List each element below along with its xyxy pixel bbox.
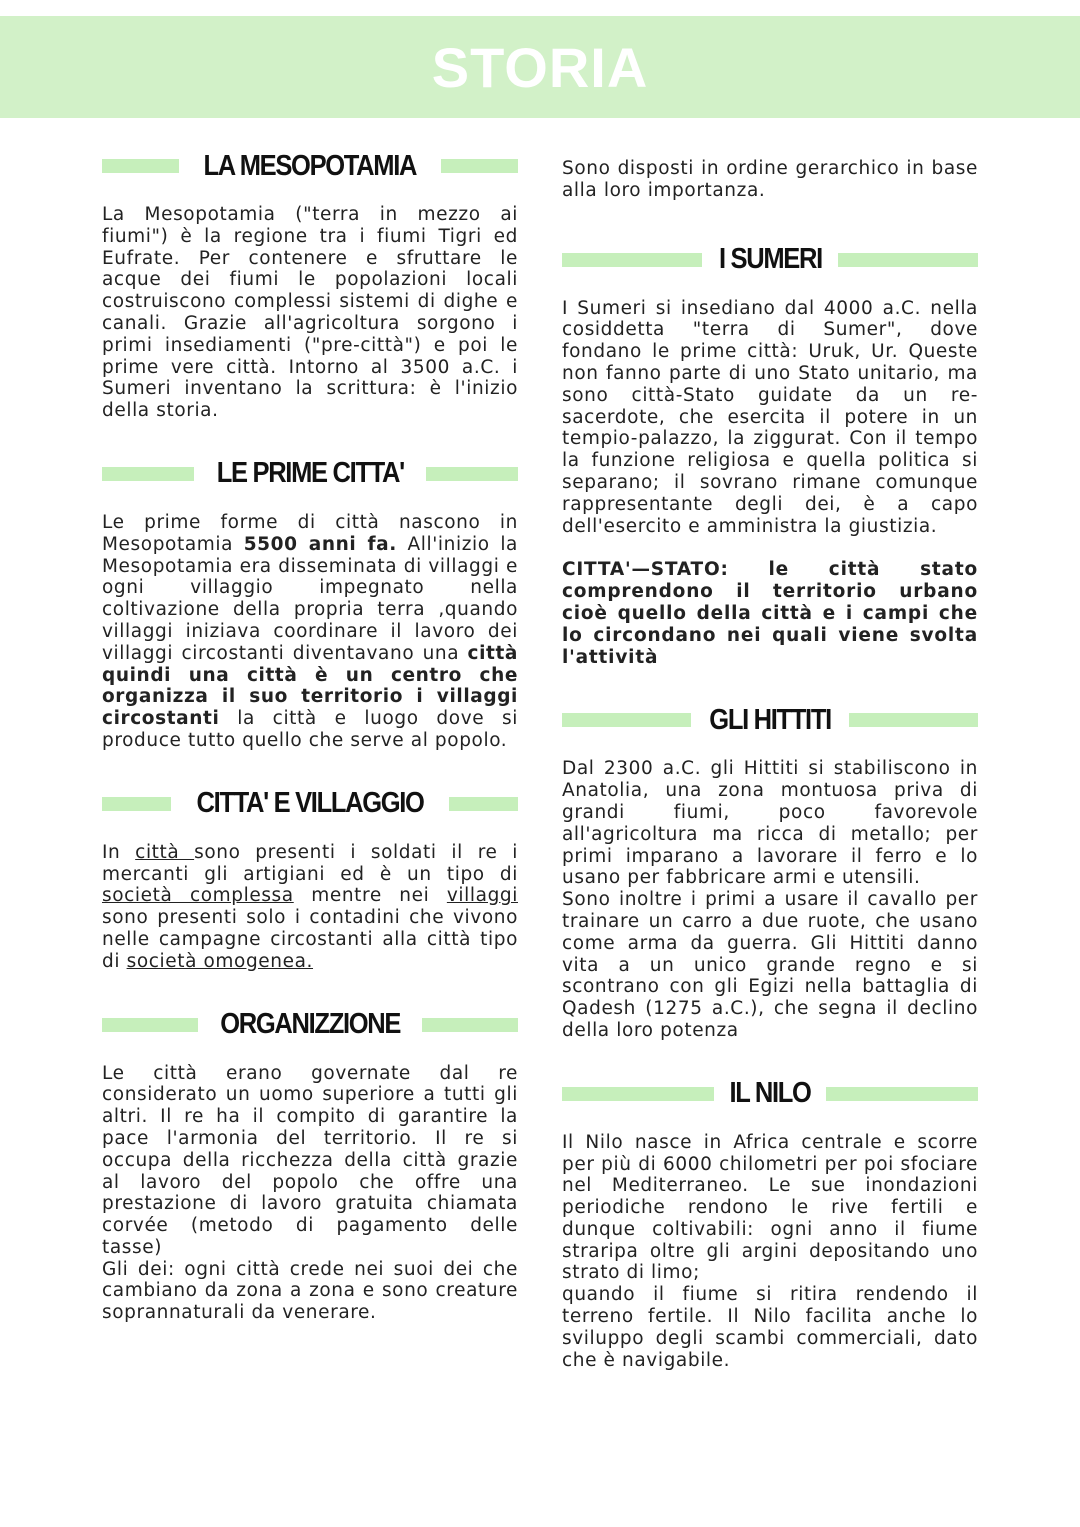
sumeri-text: I Sumeri si insediano dal 4000 a.C. nella cosiddetta "terra di Sumer", dove fondano le prime città: Uruk, Ur. Queste non fanno parte di uno Stato unitario, ma sono città-Stato guidate da un re-sacerdote, che esercita il potere in un tempio-palazzo, la ziggurat. Con il tempo la funzione religiosa e quella politica si separano; il sovrano rimane comunque rappresentante degli dei, è a capo dell'esercito e amministra la giustizia. (562, 297, 978, 537)
title-banner (0, 16, 1080, 118)
heading-text: ORGANIZZIONE (220, 1008, 400, 1041)
heading-text: GLI HITTITI (709, 703, 831, 736)
nilo-text: Il Nilo nasce in Africa centrale e scorre per più di 6000 chilometri per poi sfociare nel Mediterraneo. Le sue inondazioni periodiche rendono le rive fertili e dunque coltivabili: ogni anno il fiume straripa oltre gli argini depositando uno strato di limo; (562, 1131, 978, 1284)
left-column (102, 144, 518, 1324)
organizzione-text: Le città erano governate dal re considerato un uomo superiore a tutti gli altri. Il re ha il compito di garantire la pace l'armonia del territorio. Il re si occupa della ricchezza della città grazie al lavoro del popolo che offre una prestazione di lavoro gratuita chiamata corvée (metodo di pagamento delle tasse) (102, 1062, 518, 1258)
heading-bar-right (826, 1087, 978, 1101)
heading-bar-left (102, 159, 179, 173)
citta-stato-definition: CITTA'—STATO: le città stato comprendono il territorio urbano cioè quello della città e i campi che lo circondano nei quali viene svolta l'attività (562, 559, 978, 668)
section-heading-nilo (562, 1072, 978, 1116)
hittiti-text: Dal 2300 a.C. gli Hittiti si stabiliscono in Anatolia, una zona montuosa priva di grandi fiumi, poco favorevole all'agricoltura ma ricca di metallo; per primi imparano a lavorare il ferro e lo usano per fabbricare armi e utensili. (562, 758, 978, 889)
section-heading-sumeri (562, 238, 978, 282)
heading-text: I SUMERI (718, 243, 822, 276)
heading-bar-right (838, 253, 978, 267)
heading-bar-right (849, 713, 978, 727)
heading-bar-right (426, 467, 518, 481)
heading-bar-right (441, 159, 518, 173)
heading-bar-left (562, 1087, 714, 1101)
nilo-text-2: quando il fiume si ritira rendendo il terreno fertile. Il Nilo facilita anche lo sviluppo degli scambi commerciali, dato che è navigabile. (562, 1284, 978, 1371)
section-heading-prime-citta (102, 452, 518, 496)
section-heading-hittiti (562, 698, 978, 742)
heading-bar-left (102, 1018, 198, 1032)
heading-bar-right (422, 1018, 518, 1032)
heading-bar-left (562, 713, 691, 727)
page-title: STORIA (431, 35, 649, 99)
section-heading-citta-villaggio (102, 782, 518, 826)
heading-bar-left (102, 467, 194, 481)
heading-text: LA MESOPOTAMIA (203, 149, 417, 182)
section-heading-mesopotamia (102, 144, 518, 188)
heading-text: CITTA' E VILLAGGIO (196, 787, 424, 820)
intro-text: Sono disposti in ordine gerarchico in base alla loro importanza. (562, 158, 978, 201)
heading-bar-right (449, 797, 518, 811)
hittiti-text-2: Sono inoltre i primi a usare il cavallo per trainare un carro a due ruote, che usano come arma da guerra. Gli Hittiti danno vita a un unico grande regno e si scontrano con gli Egizi nella battaglia di Qadesh (1275 a.C.), che segna il declino della loro potenza (562, 889, 978, 1041)
heading-text: LE PRIME CITTA' (216, 457, 404, 490)
heading-bar-left (102, 797, 171, 811)
section-heading-organizzione (102, 1003, 518, 1047)
prime-citta-text: Le prime forme di città nascono in Mesopotamia 5500 anni fa. All'inizio la Mesopotamia era disseminata di villaggi e ogni villaggio impegnato nella coltivazione della propria terra ,quando villaggi iniziava coordinare il lavoro dei villaggi circostanti diventavano una città quindi una città è un centro che organizza il suo territorio i villaggi circostanti la città e luogo dove si produce tutto quello che serve al popolo. (102, 511, 518, 751)
heading-bar-left (562, 253, 702, 267)
organizzione-dei-text: Gli dei: ogni città crede nei suoi dei che cambiano da zona a zona e sono creature soprannaturali da venerare. (102, 1258, 518, 1324)
citta-villaggio-text: In città sono presenti i soldati il re i mercanti gli artigiani ed è un tipo di società complessa mentre nei villaggi sono presenti solo i contadini che vivono nelle campagne circostanti alla città tipo di società omogenea. (102, 841, 519, 972)
right-column (562, 158, 978, 1371)
heading-text: IL NILO (729, 1077, 811, 1110)
mesopotamia-text: La Mesopotamia ("terra in mezzo ai fiumi") è la regione tra i fiumi Tigri ed Eufrate. Per contenere e sfruttare le acque dei fiumi le popolazioni locali costruiscono complessi sistemi di dighe e canali. Grazie all'agricoltura sorgono i primi insediamenti ("pre-città") e poi le prime vere città. Intorno al 3500 a.C. i Sumeri inventano la scrittura: è l'inizio della storia. (102, 204, 518, 422)
